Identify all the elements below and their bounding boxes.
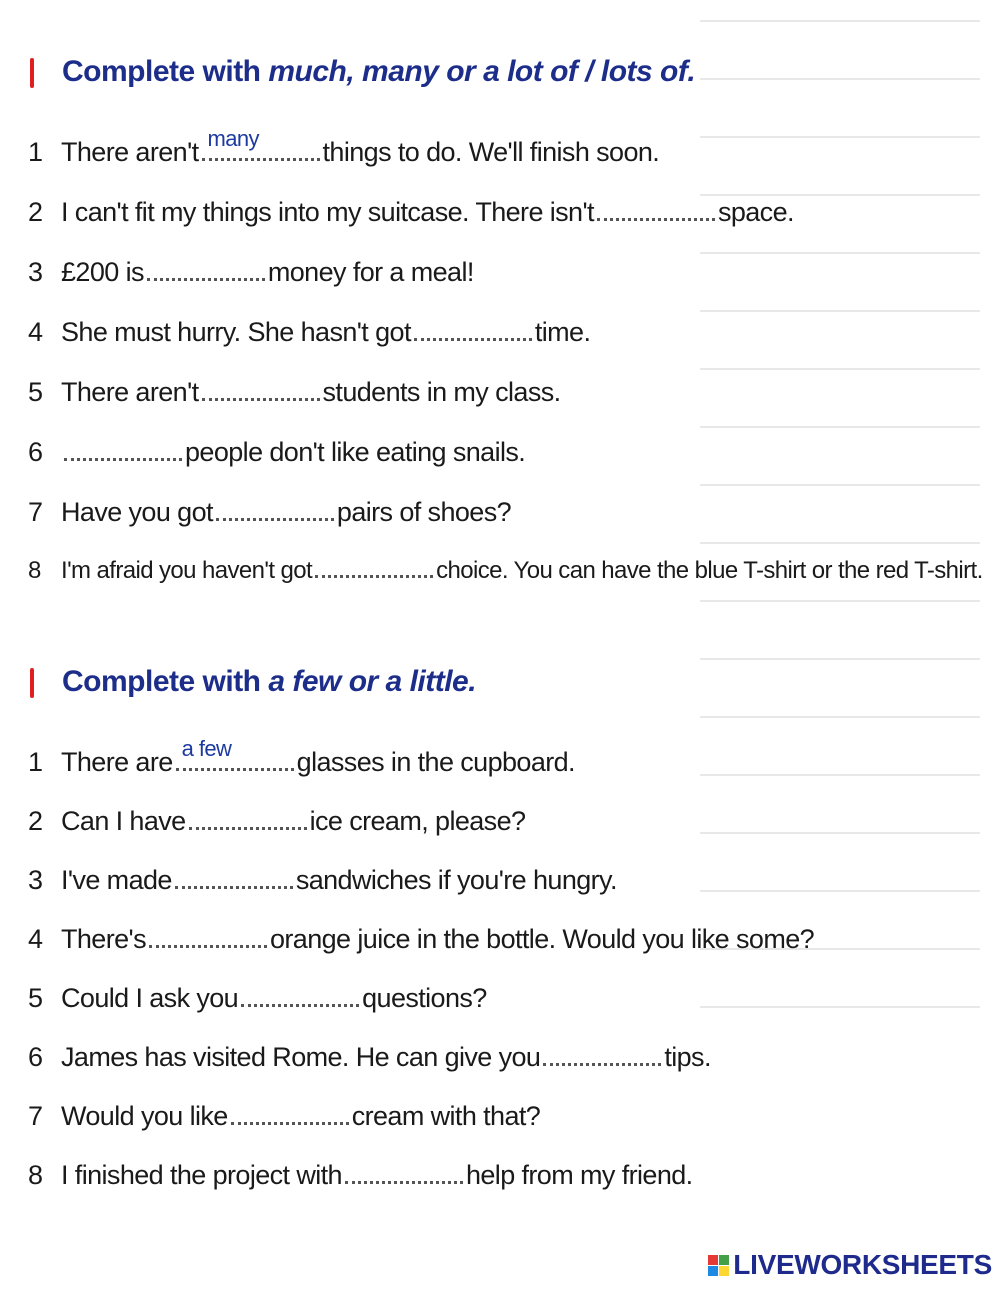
answer-blank[interactable] xyxy=(202,380,320,401)
item-text-after: choice. You can have the blue T-shirt or the red T-shirt. xyxy=(436,557,983,584)
answer-blank[interactable] xyxy=(345,1163,463,1184)
item-text-before: There's xyxy=(61,924,146,954)
section-marker xyxy=(30,668,34,698)
answer-blank[interactable] xyxy=(149,927,267,948)
heading-options: a few or a little. xyxy=(268,665,477,698)
item-number: 7 xyxy=(28,497,43,527)
item-text-after: tips. xyxy=(664,1042,711,1072)
item-text-before: James has visited Rome. He can give you xyxy=(61,1042,541,1072)
liveworksheets-logo-icon xyxy=(708,1255,729,1276)
item-text-after: glasses in the cupboard. xyxy=(296,747,575,777)
answer-text: a few xyxy=(181,736,232,761)
item-number: 4 xyxy=(28,317,43,347)
heading-options: much, many or a lot of / lots of. xyxy=(268,55,696,88)
item-number: 6 xyxy=(28,1042,43,1072)
item-number: 5 xyxy=(28,377,43,407)
item-text-after: orange juice in the bottle. Would you like some? xyxy=(270,924,815,954)
item-text-before: She must hurry. She hasn't got xyxy=(61,317,411,347)
exercise-item xyxy=(28,736,575,787)
answer-text: many xyxy=(207,126,259,151)
item-number: 3 xyxy=(28,257,43,287)
item-text-after: cream with that? xyxy=(351,1101,541,1131)
answer-blank[interactable] xyxy=(241,986,359,1007)
item-number: 5 xyxy=(28,983,43,1013)
item-number: 1 xyxy=(28,747,43,777)
section-heading xyxy=(62,665,476,699)
item-number: 1 xyxy=(28,137,43,167)
item-text-after: things to do. We'll finish soon. xyxy=(322,137,660,167)
item-text-before: £200 is xyxy=(61,257,144,287)
heading-prefix: Complete with xyxy=(62,55,269,88)
answer-blank[interactable] xyxy=(543,1045,661,1066)
item-text-after: time. xyxy=(534,317,591,347)
answer-blank[interactable] xyxy=(64,440,182,461)
answer-blank[interactable] xyxy=(202,126,320,161)
section-heading xyxy=(62,55,695,89)
answer-blank[interactable] xyxy=(414,320,532,341)
exercise-item xyxy=(28,557,983,597)
item-text-before: There aren't xyxy=(61,137,199,167)
answer-blank[interactable] xyxy=(231,1104,349,1125)
exercise-item xyxy=(28,983,487,1023)
answer-blank[interactable] xyxy=(216,500,334,521)
item-text-before: There are xyxy=(61,747,173,777)
item-text-before: I'm afraid you haven't got xyxy=(61,557,313,584)
item-text-after: questions? xyxy=(362,983,487,1013)
item-text-before: I can't fit my things into my suitcase. There isn't xyxy=(61,197,594,227)
item-text-after: help from my friend. xyxy=(465,1160,693,1190)
item-text-after: students in my class. xyxy=(322,377,561,407)
item-text-before: I finished the project with xyxy=(61,1160,342,1190)
item-text-before: Would you like xyxy=(61,1101,228,1131)
exercise-item xyxy=(28,806,525,846)
item-text-before: Could I ask you xyxy=(61,983,239,1013)
exercise-item xyxy=(28,197,794,237)
item-text-after: people don't like eating snails. xyxy=(185,437,526,467)
item-text-after: pairs of shoes? xyxy=(336,497,512,527)
exercise-item xyxy=(28,437,525,477)
item-text-before: Have you got xyxy=(61,497,213,527)
section-marker xyxy=(30,58,34,88)
item-number: 7 xyxy=(28,1101,43,1131)
item-text-after: sandwiches if you're hungry. xyxy=(295,865,617,895)
brand-name: LIVEWORKSHEETS xyxy=(733,1249,992,1280)
item-number: 4 xyxy=(28,924,43,954)
exercise-item xyxy=(28,377,561,417)
liveworksheets-brand xyxy=(708,1249,992,1281)
item-number: 8 xyxy=(28,1160,43,1190)
answer-blank[interactable] xyxy=(147,260,265,281)
exercise-item xyxy=(28,317,590,357)
exercise-item xyxy=(28,924,814,964)
item-number: 3 xyxy=(28,865,43,895)
answer-blank[interactable] xyxy=(176,736,294,771)
exercise-item xyxy=(28,497,511,537)
exercise-item xyxy=(28,1101,540,1141)
item-text-before: I've made xyxy=(61,865,172,895)
item-text-before: Can I have xyxy=(61,806,186,836)
item-number: 2 xyxy=(28,197,43,227)
item-text-after: ice cream, please? xyxy=(309,806,526,836)
exercise-item xyxy=(28,257,474,297)
answer-blank[interactable] xyxy=(597,200,715,221)
exercise-item xyxy=(28,1042,711,1082)
exercise-item xyxy=(28,865,617,905)
item-number: 6 xyxy=(28,437,43,467)
answer-blank[interactable] xyxy=(175,868,293,889)
item-text-before: There aren't xyxy=(61,377,199,407)
item-text-after: money for a meal! xyxy=(267,257,474,287)
exercise-item xyxy=(28,126,660,177)
heading-prefix: Complete with xyxy=(62,665,269,698)
item-number: 8 xyxy=(28,557,41,584)
exercise-item xyxy=(28,1160,693,1200)
answer-blank[interactable] xyxy=(315,557,433,578)
item-number: 2 xyxy=(28,806,43,836)
item-text-after: space. xyxy=(717,197,794,227)
answer-blank[interactable] xyxy=(189,809,307,830)
